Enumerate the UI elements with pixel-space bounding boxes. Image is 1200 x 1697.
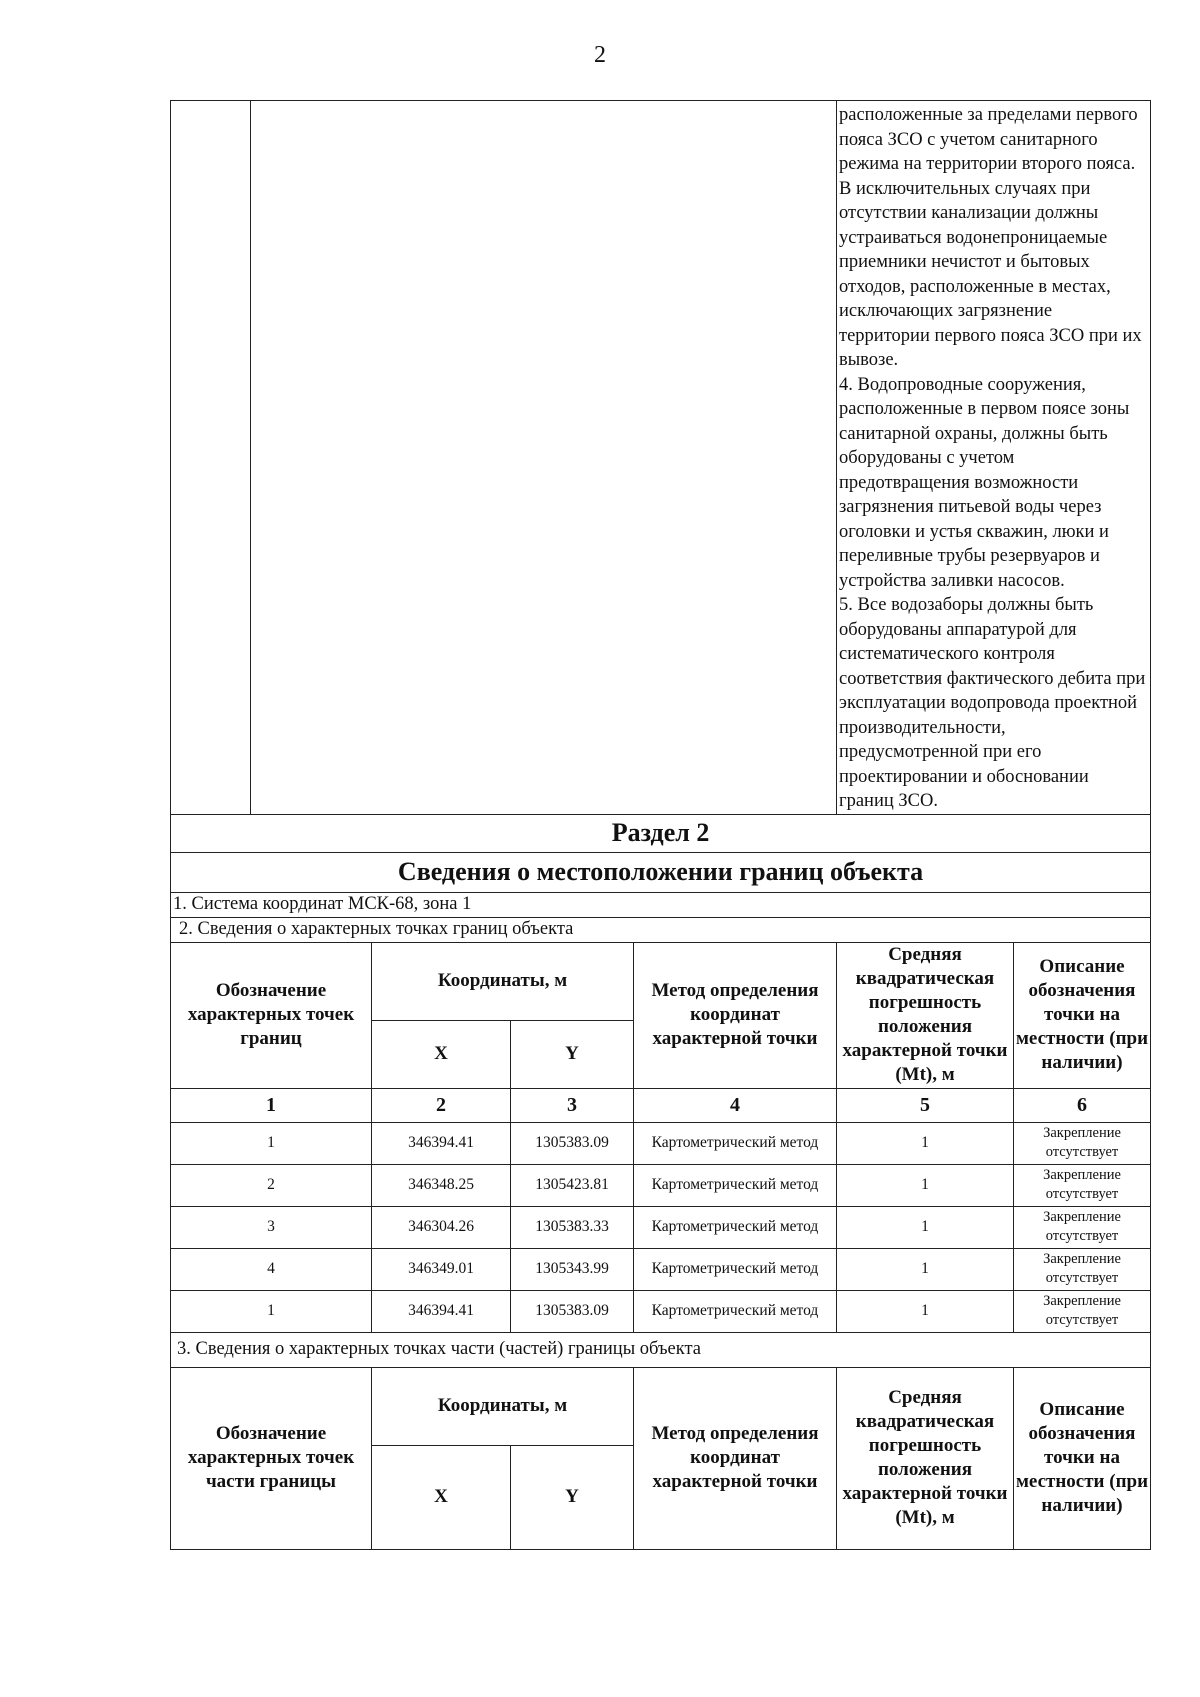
table2-header-method: Метод определения координат характерной точки — [634, 1367, 837, 1549]
cell-method: Картометрический метод — [634, 1248, 837, 1290]
continuation-line: В исключительных случаях при — [839, 178, 1091, 199]
table2-header-row-1 — [171, 1367, 1151, 1445]
cell-method: Картометрический метод — [634, 1206, 837, 1248]
continuation-line: 5. Все водозаборы должны быть — [839, 595, 1094, 615]
table1-header-coords: Координаты, м — [372, 942, 634, 1020]
continuation-line: санитарной охраны, должны быть — [839, 423, 1108, 444]
cell-mt: 1 — [837, 1164, 1014, 1206]
continuation-text — [837, 101, 1150, 814]
cell-mt: 1 — [837, 1206, 1014, 1248]
continuation-line: производительности, — [839, 717, 1006, 738]
column-number: 3 — [511, 1088, 634, 1122]
continuation-line: расположенные за пределами первого — [839, 105, 1138, 125]
cell-y: 1305383.09 — [511, 1122, 634, 1164]
continuation-line: исключающих загрязнение — [839, 301, 1053, 321]
continuation-line: расположенные в первом поясе зоны — [839, 399, 1130, 419]
cell-point: 2 — [171, 1164, 372, 1206]
table2-header-accuracy: Средняя квадратическая погрешность положения характерной точки (Mt), м — [837, 1367, 1014, 1549]
cell-method: Картометрический метод — [634, 1164, 837, 1206]
section-subtitle: Сведения о местоположении границ объекта — [171, 852, 1151, 892]
table-row — [171, 1122, 1151, 1164]
cell-description: Закрепление отсутствует — [1014, 1122, 1151, 1164]
table-row — [171, 1206, 1151, 1248]
cell-x: 346304.26 — [372, 1206, 511, 1248]
section-title-row — [171, 814, 1151, 852]
table-row — [171, 1290, 1151, 1332]
column-number: 2 — [372, 1088, 511, 1122]
points-heading-row — [171, 917, 1151, 942]
continuation-line: оборудованы аппаратурой для — [839, 619, 1077, 640]
table1-header-method: Метод определения координат характерной точки — [634, 942, 837, 1088]
empty-cell-left — [171, 101, 251, 815]
continuation-line: отходов, расположенные в местах, — [839, 276, 1111, 297]
continuation-line: переливные трубы резервуаров и — [839, 546, 1100, 566]
cell-description: Закрепление отсутствует — [1014, 1206, 1151, 1248]
continuation-line: загрязнения питьевой воды через — [839, 497, 1102, 517]
column-number: 1 — [171, 1088, 372, 1122]
document-frame — [170, 100, 1150, 1550]
empty-cell-middle — [251, 101, 837, 815]
continuation-line: границ ЗСО. — [839, 791, 938, 811]
section-title: Раздел 2 — [171, 814, 1151, 852]
coord-system: 1. Система координат МСК-68, зона 1 — [171, 892, 1151, 917]
main-table — [170, 100, 1151, 1550]
table1-header-description: Описание обозначения точки на местности (при наличии) — [1014, 942, 1151, 1088]
table2-header-designation: Обозначение характерных точек части границы — [171, 1367, 372, 1549]
cell-x: 346394.41 — [372, 1290, 511, 1332]
parts-heading-row — [171, 1332, 1151, 1367]
page-number: 2 — [594, 42, 606, 68]
cell-method: Картометрический метод — [634, 1122, 837, 1164]
cell-y: 1305383.09 — [511, 1290, 634, 1332]
cell-x: 346348.25 — [372, 1164, 511, 1206]
continuation-line: устройства заливки насосов. — [839, 570, 1065, 591]
table2-header-y: Y — [511, 1445, 634, 1549]
continuation-cell — [837, 101, 1151, 815]
continuation-line: эксплуатации водопровода проектной — [839, 693, 1138, 713]
continuation-line: 4. Водопроводные сооружения, — [839, 374, 1086, 395]
points-heading: 2. Сведения о характерных точках границ объекта — [171, 917, 1151, 942]
table-row — [171, 1164, 1151, 1206]
continuation-line: предусмотренной при его — [839, 742, 1042, 762]
cell-y: 1305383.33 — [511, 1206, 634, 1248]
cell-y: 1305343.99 — [511, 1248, 634, 1290]
cell-point: 1 — [171, 1290, 372, 1332]
cell-point: 4 — [171, 1248, 372, 1290]
continuation-line: оборудованы с учетом — [839, 448, 1015, 468]
cell-description: Закрепление отсутствует — [1014, 1164, 1151, 1206]
coord-system-row — [171, 892, 1151, 917]
continuation-line: приемники нечистот и бытовых — [839, 252, 1090, 272]
column-numbers-row — [171, 1088, 1151, 1122]
table-row — [171, 1248, 1151, 1290]
cell-x: 346349.01 — [372, 1248, 511, 1290]
cell-description: Закрепление отсутствует — [1014, 1248, 1151, 1290]
column-number: 4 — [634, 1088, 837, 1122]
section-subtitle-row — [171, 852, 1151, 892]
continuation-line: вывозе. — [839, 350, 899, 370]
cell-y: 1305423.81 — [511, 1164, 634, 1206]
cell-mt: 1 — [837, 1248, 1014, 1290]
continuation-line: отсутствии канализации должны — [839, 203, 1099, 223]
cell-point: 3 — [171, 1206, 372, 1248]
table1-header-y: Y — [511, 1020, 634, 1088]
continuation-line: режима на территории второго пояса. — [839, 154, 1136, 174]
column-number: 6 — [1014, 1088, 1151, 1122]
cell-method: Картометрический метод — [634, 1290, 837, 1332]
continuation-line: предотвращения возможности — [839, 472, 1079, 493]
continuation-line: пояса ЗСО с учетом санитарного — [839, 129, 1098, 150]
table1-header-x: X — [372, 1020, 511, 1088]
cell-x: 346394.41 — [372, 1122, 511, 1164]
parts-heading: 3. Сведения о характерных точках части (частей) границы объекта — [171, 1332, 1151, 1367]
cell-point: 1 — [171, 1122, 372, 1164]
table1-header-accuracy: Средняя квадратическая погрешность положения характерной точки (Mt), м — [837, 942, 1014, 1088]
table2-header-description: Описание обозначения точки на местности (при наличии) — [1014, 1367, 1151, 1549]
cell-mt: 1 — [837, 1290, 1014, 1332]
cell-mt: 1 — [837, 1122, 1014, 1164]
continuation-line: устраиваться водонепроницаемые — [839, 227, 1108, 248]
continuation-line: соответствия фактического дебита при — [839, 668, 1146, 689]
table1-header-designation: Обозначение характерных точек границ — [171, 942, 372, 1088]
continuation-line: систематического контроля — [839, 644, 1055, 664]
table1-header-row-1 — [171, 942, 1151, 1020]
column-number: 5 — [837, 1088, 1014, 1122]
continuation-line: территории первого пояса ЗСО при их — [839, 325, 1142, 346]
table2-header-x: X — [372, 1445, 511, 1549]
table2-header-coords: Координаты, м — [372, 1367, 634, 1445]
continuation-line: оголовки и устья скважин, люки и — [839, 521, 1109, 542]
continuation-line: проектировании и обосновании — [839, 766, 1089, 787]
continuation-row — [171, 101, 1151, 815]
cell-description: Закрепление отсутствует — [1014, 1290, 1151, 1332]
